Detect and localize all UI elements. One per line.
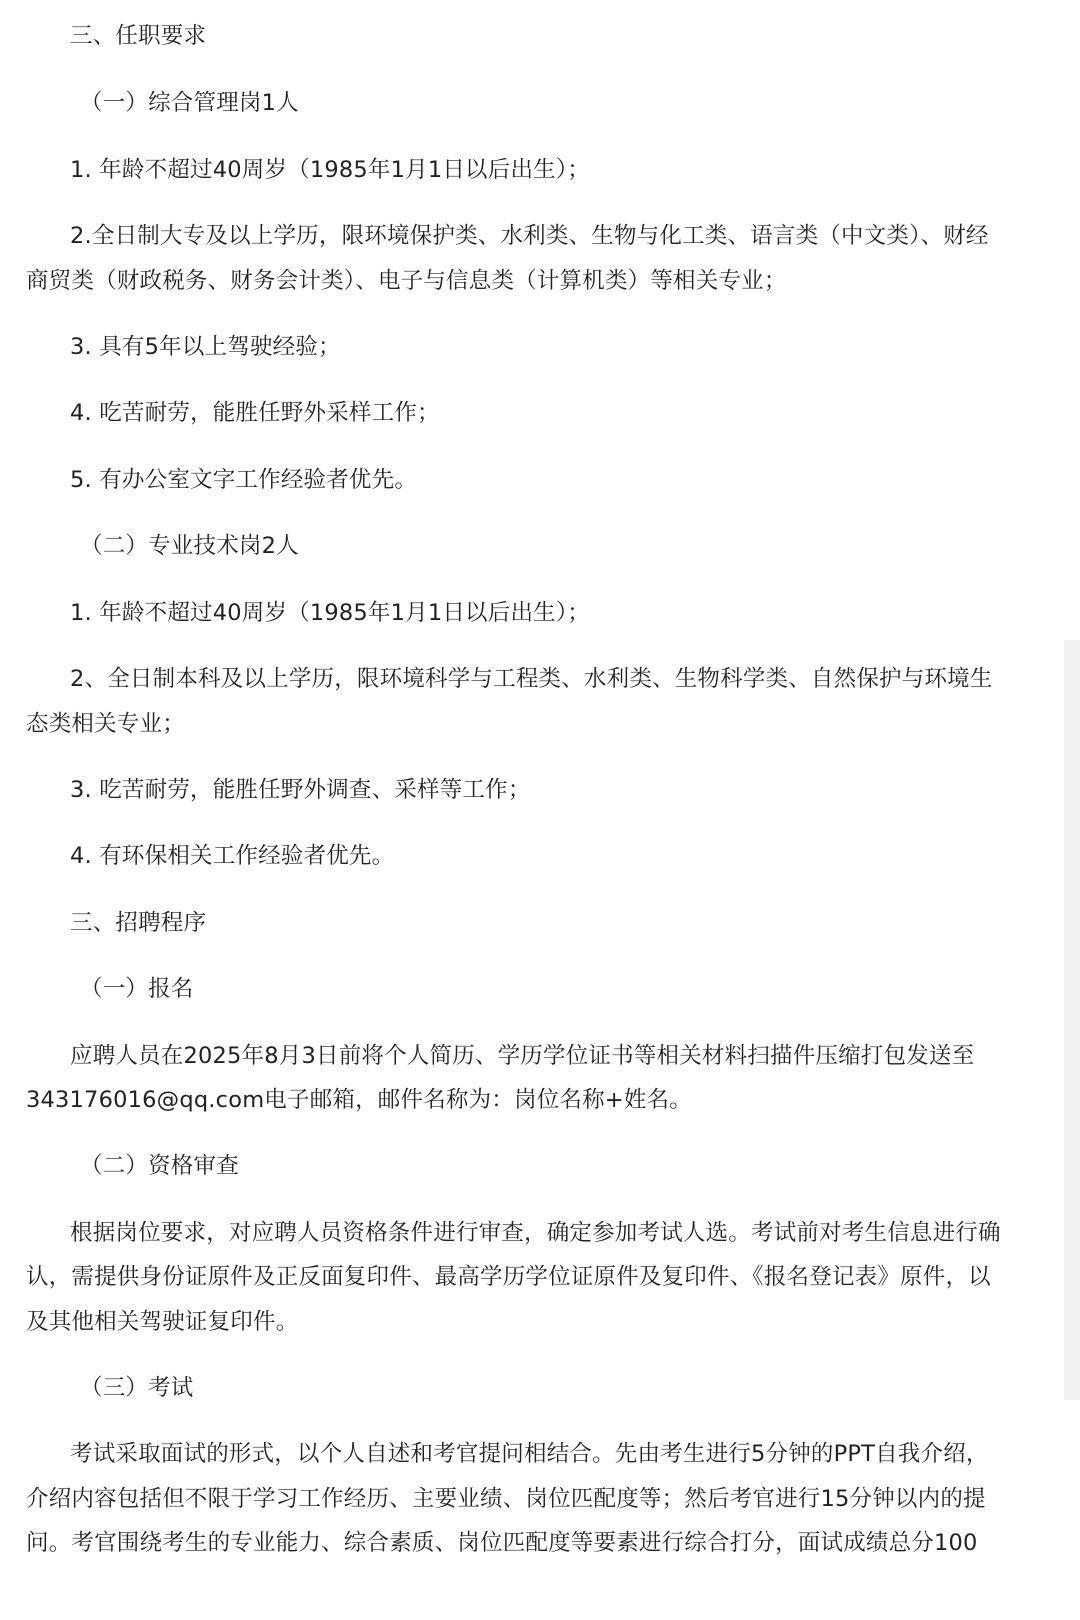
section-heading-requirements: 三、任职要求 bbox=[70, 23, 207, 49]
paragraph-line: 5. 有办公室文字工作经验者优先。 bbox=[70, 467, 418, 493]
section-heading-procedure: 三、招聘程序 bbox=[70, 910, 207, 936]
subsection-heading-exam: （三）考试 bbox=[80, 1375, 194, 1401]
paragraph-line: 商贸类（财政税务、财务会计类）、电子与信息类（计算机类）等相关专业； bbox=[26, 268, 787, 294]
paragraph-line: 4. 吃苦耐劳，能胜任野外采样工作； bbox=[70, 400, 440, 426]
paragraph-line: 认，需提供身份证原件及正反面复印件、最高学历学位证原件及复印件、《报名登记表》原件，以 bbox=[26, 1264, 991, 1290]
subsection-heading-qualification-review: （二）资格审查 bbox=[80, 1153, 239, 1179]
paragraph-line: 4. 有环保相关工作经验者优先。 bbox=[70, 843, 395, 869]
subsection-heading-admin-post: （一）综合管理岗1人 bbox=[80, 90, 299, 116]
paragraph-line: 2、全日制本科及以上学历，限环境科学与工程类、水利类、生物科学类、自然保护与环境生 bbox=[70, 666, 993, 692]
scrollbar[interactable] bbox=[1064, 640, 1080, 1400]
paragraph-line: 1. 年龄不超过40周岁（1985年1月1日以后出生）； bbox=[70, 157, 590, 183]
paragraph-line: 3. 吃苦耐劳，能胜任野外调查、采样等工作； bbox=[70, 777, 531, 803]
subsection-heading-tech-post: （二）专业技术岗2人 bbox=[80, 533, 299, 559]
paragraph-line: 问。考官围绕考生的专业能力、综合素质、岗位匹配度等要素进行综合打分，面试成绩总分100 bbox=[26, 1530, 978, 1556]
paragraph-line: 3. 具有5年以上驾驶经验； bbox=[70, 334, 341, 360]
paragraph-line: 2.全日制大专及以上学历，限环境保护类、水利类、生物与化工类、语言类（中文类）、财经 bbox=[70, 223, 989, 249]
paragraph-line: 介绍内容包括但不限于学习工作经历、主要业绩、岗位匹配度等；然后考官进行15分钟以内的提 bbox=[26, 1486, 986, 1512]
paragraph-line: 应聘人员在2025年8月3日前将个人简历、学历学位证书等相关材料扫描件压缩打包发送至 bbox=[70, 1043, 975, 1069]
paragraph-line: 根据岗位要求，对应聘人员资格条件进行审查，确定参加考试人选。考试前对考生信息进行确 bbox=[70, 1220, 1001, 1246]
subsection-heading-registration: （一）报名 bbox=[80, 976, 194, 1002]
paragraph-line: 态类相关专业； bbox=[26, 711, 185, 737]
paragraph-line: 1. 年龄不超过40周岁（1985年1月1日以后出生）； bbox=[70, 600, 590, 626]
paragraph-line-email: 343176016@qq.com电子邮箱，邮件名称为：岗位名称+姓名。 bbox=[26, 1087, 692, 1113]
paragraph-line: 考试采取面试的形式，以个人自述和考官提问相结合。先由考生进行5分钟的PPT自我介绍， bbox=[70, 1441, 989, 1467]
paragraph-line: 及其他相关驾驶证复印件。 bbox=[26, 1309, 299, 1335]
